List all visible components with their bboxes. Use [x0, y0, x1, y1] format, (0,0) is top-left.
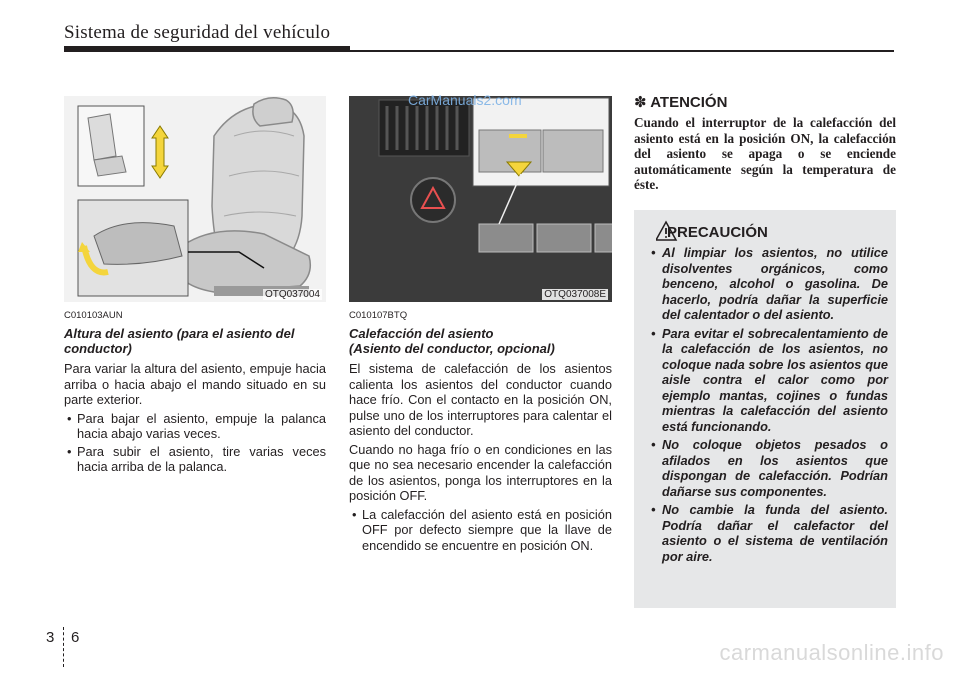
list-item: • Para bajar el asiento, empuje la palanca hacia abajo varias veces. — [67, 410, 326, 441]
section-paragraph: Para variar la altura del asiento, empuje hacia arriba o hacia abajo el mando situado en su parte exterior. — [64, 361, 326, 407]
list-item: • No cambie la funda del asiento. Podría dañar el calefactor del asiento o el sistema de ventilación por aire. — [651, 502, 888, 564]
list-item: • No coloque objetos pesados o afilados en los asientos que dispongan de calefacción. Podrían dañarse sus componentes. — [651, 437, 888, 499]
attention-label: ATENCIÓN — [650, 94, 728, 111]
heading-line-1: Calefacción del asiento — [349, 326, 494, 341]
seat-heater-illustration — [349, 96, 612, 302]
section-code: C010103AUN — [64, 310, 123, 321]
bullet-list — [349, 507, 612, 554]
bullet-list — [64, 411, 326, 475]
caution-list — [642, 245, 888, 567]
heading-line-2: (Asiento del conductor, opcional) — [349, 341, 555, 356]
page-number: 6 — [71, 629, 80, 646]
asterisk-icon: ✽ — [634, 94, 647, 111]
watermark-bottom: carmanualsonline.info — [719, 640, 944, 665]
header-rule-accent — [64, 46, 350, 52]
section-heading: Altura del asiento (para el asiento del conductor) — [64, 326, 295, 356]
figure-code: OTQ037008E — [544, 289, 606, 300]
chapter-number: 3 — [46, 629, 55, 646]
list-item: • Al limpiar los asientos, no utilice disolventes orgánicos, como benceno, alcohol o gasolina. De hacerlo, podría dañar la superficie del calentador o del asiento. — [651, 245, 888, 322]
caution-title: PRECAUCIÓN — [667, 224, 768, 241]
seat-height-section — [64, 310, 326, 477]
seat-height-illustration — [64, 96, 326, 302]
figure-code: OTQ037004 — [264, 289, 320, 300]
attention-body: Cuando el interruptor de la calefacción del asiento está en la posición ON, la calefacción del asiento se apaga o se enciende automáticamente según la temperatura de éste. — [634, 115, 896, 192]
seat-heater-section — [349, 310, 612, 555]
watermark-top: CarManuals2.com — [408, 92, 522, 108]
section-heading — [349, 326, 612, 356]
page-number-divider — [63, 627, 64, 667]
list-item: • La calefacción del asiento está en posición OFF por defecto siempre que la llave de encendido se encuentre en posición ON. — [352, 506, 612, 553]
section-paragraph-2: Cuando no haga frío o en condiciones en las que no sea necesario encender la calefacción de los asientos, ponga los interruptores en la posición OFF. — [349, 441, 612, 503]
attention-title — [634, 93, 896, 111]
section-title: Sistema de seguridad del vehículo — [64, 22, 331, 43]
list-item: • Para evitar el sobrecalentamiento de la calefacción de los asientos, no coloque nada sobre los asientos que aisle contra el calor como por ejemplo mantas, cojines o fundas mientras la calefacción del asiento está funcionando. — [651, 325, 888, 434]
attention-note — [634, 93, 896, 193]
caution-box — [634, 210, 896, 608]
section-code: C010107BTQ — [349, 310, 408, 321]
section-paragraph-1: El sistema de calefacción de los asientos calienta los asientos del conductor cuando hace frío. Con el contacto en la posición ON, pulse uno de los interruptores para calentar el asiento del conductor. — [349, 361, 612, 438]
seat-drawing — [64, 96, 326, 302]
dashboard-drawing — [349, 96, 612, 302]
list-item: • Para subir el asiento, tire varias veces hacia arriba de la palanca. — [67, 443, 326, 474]
